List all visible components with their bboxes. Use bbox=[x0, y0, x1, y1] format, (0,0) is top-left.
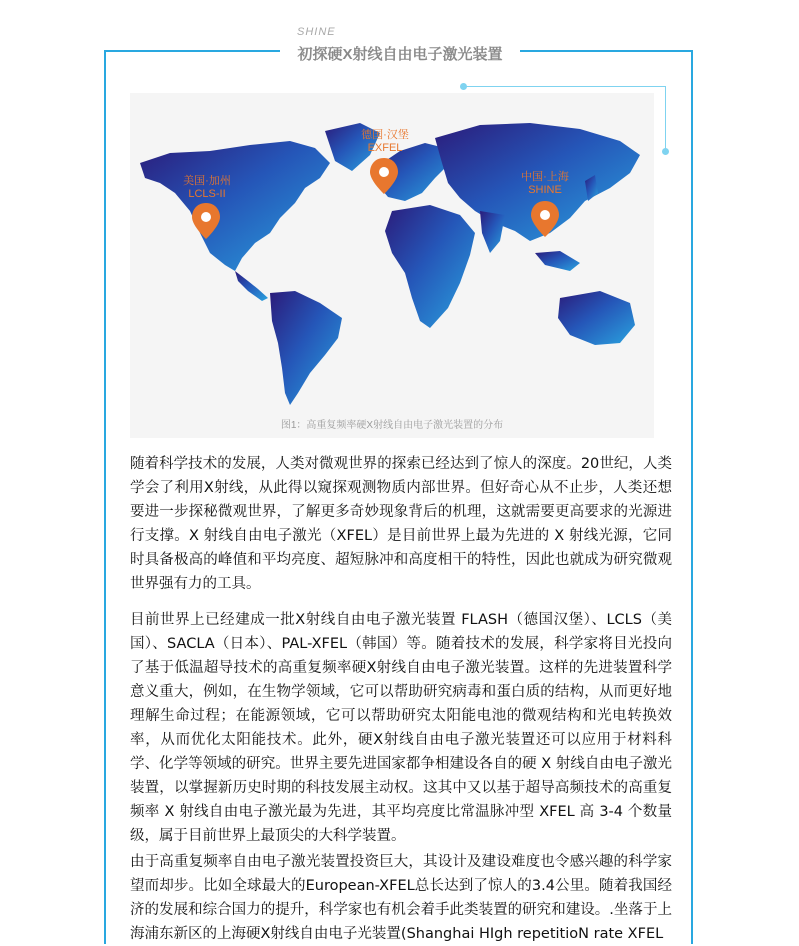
paragraph-2: 目前世界上已经建成一批X射线自由电子激光装置 FLASH（德国汉堡）、LCLS（美国）、SACLA（日本）、PAL-XFEL（韩国）等。随着技术的发展，科学家将目光投向了基于低温超导技术的高重复频率硬X射线自由电子激光装置。这样的先进装置科学意义重大，例如，在生物学领域，它可以帮助研究病毒和蛋白质的结构，从而更好地理解生命过程；在能源领域，它可以帮助研究太阳能电池的微观结构和光电转换效率，从而优化太阳能技术。此外，硬X射线自由电子激光装置还可以应用于材料科学、化学等领域的研究。世界主要先进国家都争相建设各自的硬 X 射线自由电子激光装置，以掌握新历史时期的科技发展主动权。这其中又以基于超导高频技术的高重复频率 X 射线自由电子激光最为先进，其平均亮度比常温脉冲型 XFEL 高 3-4 个数量级，属于目前世界上最顶尖的大科学装置。 bbox=[130, 612, 672, 844]
paragraph-1: 随着科学技术的发展，人类对微观世界的探索已经达到了惊人的深度。20世纪，人类学会了利用X射线，从此得以窥探观测物质内部世界。但好奇心从不止步，人类还想要进一步探秘微观世界，了解更多奇妙现象背后的机理，这就需要更高要求的光源进行支撑。X 射线自由电子激光（XFEL）是目前世界上最为先进的 X 射线光源，它同时具备极高的峰值和平均亮度、超短脉冲和高度相干的特性，因此也就成为研究微观世界强有力的工具。 bbox=[130, 456, 672, 592]
pin-label-en: SHINE bbox=[528, 184, 562, 196]
brand-label: SHINE bbox=[297, 26, 336, 38]
australia-shape bbox=[558, 291, 635, 345]
section-title: 初探硬X射线自由电子激光装置 bbox=[297, 46, 503, 63]
frame-top-right-line bbox=[520, 50, 693, 52]
south-america-shape bbox=[270, 291, 342, 405]
pin-label-lcls-ii bbox=[176, 175, 238, 201]
paragraph-3: 由于高重复频率自由电子激光装置投资巨大，其设计及建设难度也令感兴趣的科学家望而却步。比如全球最大的European-XFEL总长达到了惊人的3.4公里。随着我国经济的发展和综合国力的提升，科学家也有机会着手此类装置的研究和建设。.坐落于上海浦东新区的上海硬X射线自由电子光装置(Shanghai HIgh repetitioN rate XFEL bbox=[130, 854, 672, 942]
southeast-asia-shape bbox=[535, 251, 580, 271]
decor-line-top bbox=[464, 86, 666, 87]
frame-left-line bbox=[104, 50, 106, 944]
figure-caption: 图1：高重复频率硬X射线自由电子激光装置的分布 bbox=[280, 420, 504, 431]
central-america-shape bbox=[235, 271, 268, 301]
pin-label-en: LCLS-II bbox=[188, 188, 226, 200]
decor-dot bbox=[460, 83, 467, 90]
frame-right-line bbox=[691, 50, 693, 944]
pin-label-cn: 中国·上海 bbox=[521, 171, 569, 183]
decor-line-vertical bbox=[665, 86, 666, 152]
india-shape bbox=[480, 211, 505, 253]
pin-label-en: EXFEL bbox=[367, 142, 403, 154]
pin-label-cn: 德国·汉堡 bbox=[361, 129, 409, 141]
pin-label-shine bbox=[514, 171, 576, 197]
africa-shape bbox=[385, 205, 475, 328]
decor-dot bbox=[662, 148, 669, 155]
pin-label-exfel bbox=[354, 129, 416, 155]
pin-label-cn: 美国·加州 bbox=[183, 175, 231, 187]
frame-top-left-line bbox=[104, 50, 280, 52]
north-america-shape bbox=[140, 141, 330, 271]
